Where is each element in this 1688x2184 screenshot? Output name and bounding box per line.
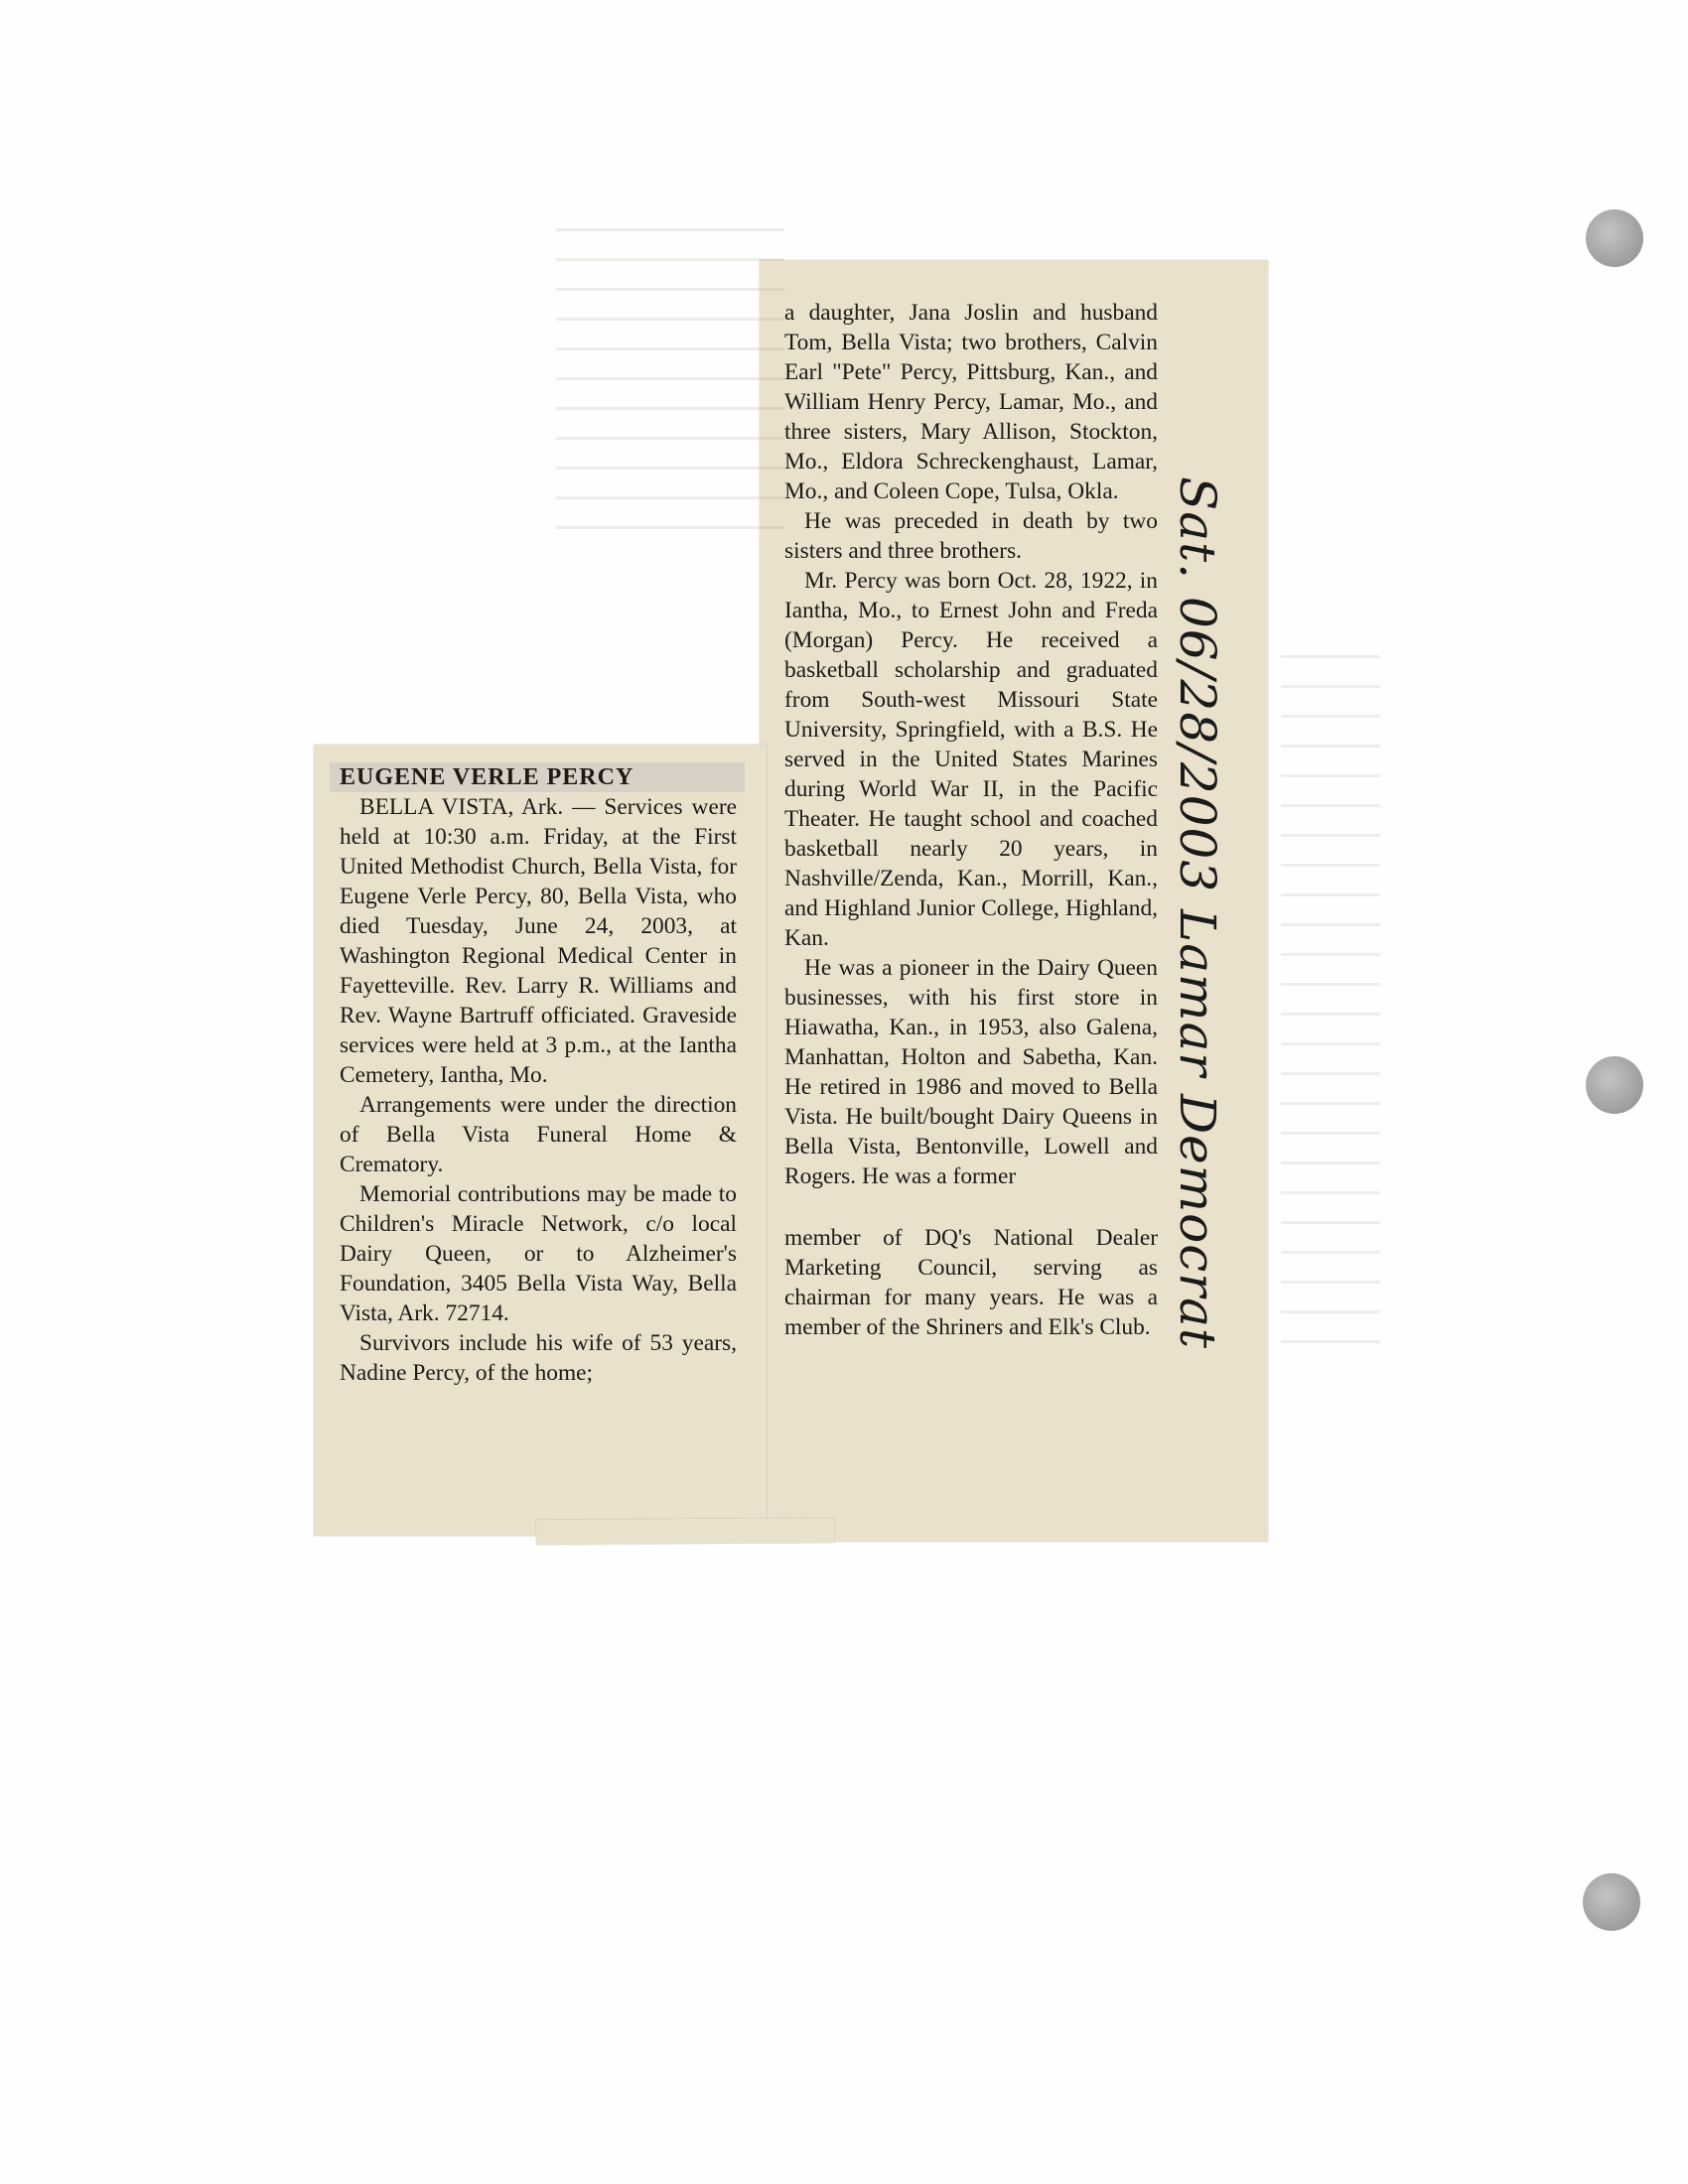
obituary-paragraph: Survivors include his wife of 53 years, Nadine Percy, of the home; (340, 1330, 737, 1386)
obituary-right-column (784, 298, 1158, 1342)
obituary-left-column (340, 762, 737, 1388)
binder-hole (1586, 1056, 1643, 1114)
handwritten-date-note: Sat. 06/28/2003 Lamar Democrat (1169, 477, 1226, 1350)
binder-hole (1586, 209, 1643, 267)
column-break (784, 1191, 1158, 1223)
obituary-paragraph: He was a pioneer in the Dairy Queen businesses, with his first store in Hiawatha, Kan., in 1953, also Galena, Manhattan, Holton and Sabetha, Kan. He retired in 1986 and moved to Bella Vista. He built/bought Dairy Queens in Bella Vista, Bentonville, Lowell and Rogers. He was a former (784, 955, 1158, 1189)
obituary-paragraph: Memorial contributions may be made to Children's Miracle Network, c/o local Dairy Queen, or to Alzheimer's Foundation, 3405 Bella Vista Way, Bella Vista, Ark. 72714. (340, 1181, 737, 1326)
obituary-paragraph: a daughter, Jana Joslin and husband Tom, Bella Vista; two brothers, Calvin Earl "Pete" Percy, Pittsburg, Kan., and William Henry Percy, Lamar, Mo., and three sisters, Mary Allison, Stockton, Mo., Eldora Schreckenghaust, Lamar, Mo., and Coleen Cope, Tulsa, Okla. (784, 300, 1158, 504)
obituary-paragraph: Mr. Percy was born Oct. 28, 1922, in Iantha, Mo., to Ernest John and Freda (Morgan) Percy. He received a basketball scholarship and graduated from South-west Missouri State University, Springfield, with a B.S. He served in the United States Marines during World War II, in the Pacific Theater. He taught school and coached basketball nearly 20 years, in Nashville/Zenda, Kan., Morrill, Kan., and Highland Junior College, Highland, Kan. (784, 568, 1158, 951)
binder-hole (1583, 1873, 1640, 1931)
obituary-paragraph: He was preceded in death by two sisters and three brothers. (784, 508, 1158, 564)
clipping-torn-edge (536, 1518, 834, 1545)
reverse-side-bleed (556, 228, 784, 546)
obituary-paragraph: member of DQ's National Dealer Marketing Council, serving as chairman for many years. He was a member of the Shriners and Elk's Club. (784, 1225, 1158, 1340)
obituary-paragraph: BELLA VISTA, Ark. — Services were held at 10:30 a.m. Friday, at the First United Methodist Church, Bella Vista, for Eugene Verle Percy, 80, Bella Vista, who died Tuesday, June 24, 2003, at Washington Regional Medical Center in Fayetteville. Rev. Larry R. Williams and Rev. Wayne Bartruff officiated. Graveside services were held at 3 p.m., at the Iantha Cemetery, Iantha, Mo. (340, 794, 737, 1088)
obituary-heading: EUGENE VERLE PERCY (330, 762, 745, 792)
obituary-paragraph: Arrangements were under the direction of Bella Vista Funeral Home & Crematory. (340, 1092, 737, 1177)
reverse-side-bleed (1281, 655, 1380, 1370)
